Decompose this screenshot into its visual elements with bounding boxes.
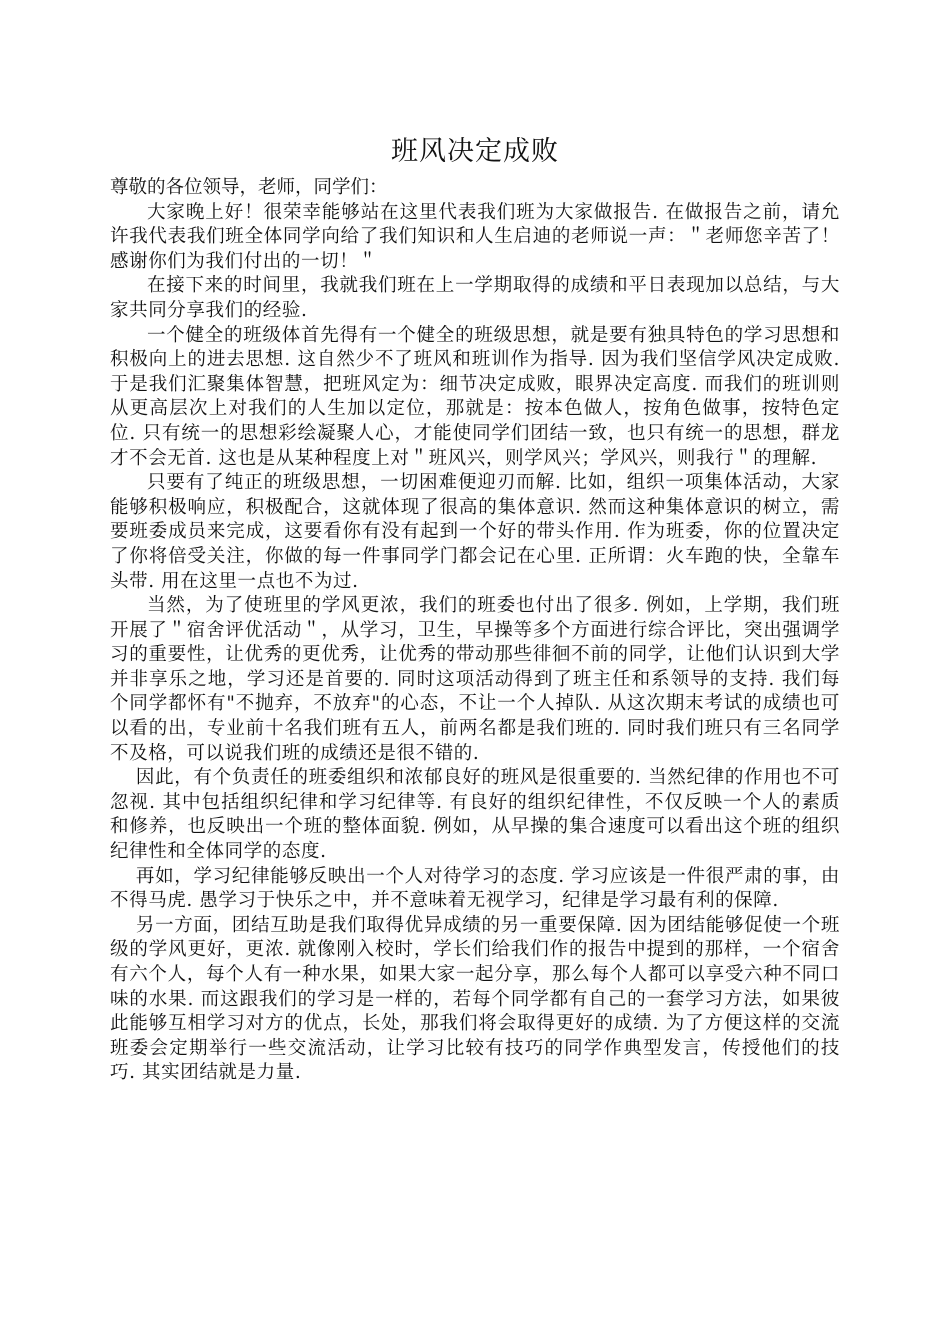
paragraph-class-ideology: 一个健全的班级体首先得有一个健全的班级思想，就是要有独具特色的学习思想和积极向上的进去思想. 这自然少不了班风和班训作为指导. 因为我们坚信学风决定成败. 于是我们汇聚集体智慧，把班风定为：细节决定成败，眼界决定高度. 而我们的班训则从更高层次上对我们的人生加以定位，那就是：按本色做人，按角色做事，按特色定位. 只有统一的思想彩绘凝聚人心，才能使同学们团结一致，也只有统一的思想，群龙才不会无首. 这也是从某种程度上对＂班风兴，则学风兴；学风兴，则我行＂的理解. — [110, 324, 840, 469]
paragraph-dorm-activity: 当然，为了使班里的学风更浓，我们的班委也付出了很多. 例如，上学期，我们班开展了＂宿舍评优活动＂，从学习，卫生，早操等多个方面进行综合评比，突出强调学习的重要性，让优秀的更优秀，让优秀的带动那些徘徊不前的同学，让他们认识到大学并非享乐之地，学习还是首要的. 同时这项活动得到了班主任和系领导的支持. 我们每个同学都怀有"不抛弃，不放弃"的心态，不让一个人掉队. 从这次期末考试的成绩也可以看的出，专业前十名我们班有五人，前两名都是我们班的. 同时我们班只有三名同学不及格，可以说我们班的成绩还是很不错的. — [110, 595, 840, 764]
paragraph-unity: 另一方面，团结互助是我们取得优异成绩的另一重要保障. 因为团结能够促使一个班级的学风更好，更浓. 就像刚入校时，学长们给我们作的报告中提到的那样，一个宿舍有六个人，每个人有一种水果，如果大家一起分享，那么每个人都可以享受六种不同口味的水果. 而这跟我们的学习是一样的，若每个同学都有自己的一套学习方法，如果彼此能够互相学习对方的优点，长处，那我们将会取得更好的成绩. 为了方便这样的交流班委会定期举行一些交流活动，让学习比较有技巧的同学作典型发言，传授他们的技巧. 其实团结就是力量. — [110, 914, 840, 1084]
paragraph-greeting: 大家晚上好！很荣幸能够站在这里代表我们班为大家做报告. 在做报告之前，请允许我代表我们班全体同学向给了我们知识和人生启迪的老师说一声：＂老师您辛苦了！感谢你们为我们付出的一切！＂ — [110, 201, 840, 272]
paragraph-study-discipline: 再如，学习纪律能够反映出一个人对待学习的态度. 学习应该是一件很严肃的事，由不得马虎. 愚学习于快乐之中，并不意味着无视学习，纪律是学习最有利的保障. — [110, 865, 840, 912]
document-page — [110, 134, 840, 1086]
paragraph-introduction: 在接下来的时间里，我就我们班在上一学期取得的成绩和平日表现加以总结，与大家共同分享我们的经验. — [110, 275, 840, 321]
paragraph-discipline: 因此，有个负责任的班委组织和浓郁良好的班风是很重要的. 当然纪律的作用也不可忽视. 其中包括组织纪律和学习纪律等. 有良好的组织纪律性，不仅反映一个人的素质和修养，也反映出一个班的整体面貌. 例如，从早操的集合速度可以看出这个班的组织纪律性和全体同学的态度. — [110, 767, 840, 863]
paragraph-committee-role: 只要有了纯正的班级思想，一切困难便迎刃而解. 比如，组织一项集体活动，大家能够积极响应，积极配合，这就体现了很高的集体意识. 然而这种集体意识的树立，需要班委成员来完成，这要看你有没有起到一个好的带头作用. 作为班委，你的位置决定了你将倍受关注，你做的每一件事同学门都会记在心里. 正所谓：火车跑的快，全靠车头带. 用在这里一点也不为过. — [110, 472, 840, 592]
document-title: 班风决定成败 — [391, 136, 559, 167]
salutation: 尊敬的各位领导，老师，同学们： — [110, 177, 388, 198]
